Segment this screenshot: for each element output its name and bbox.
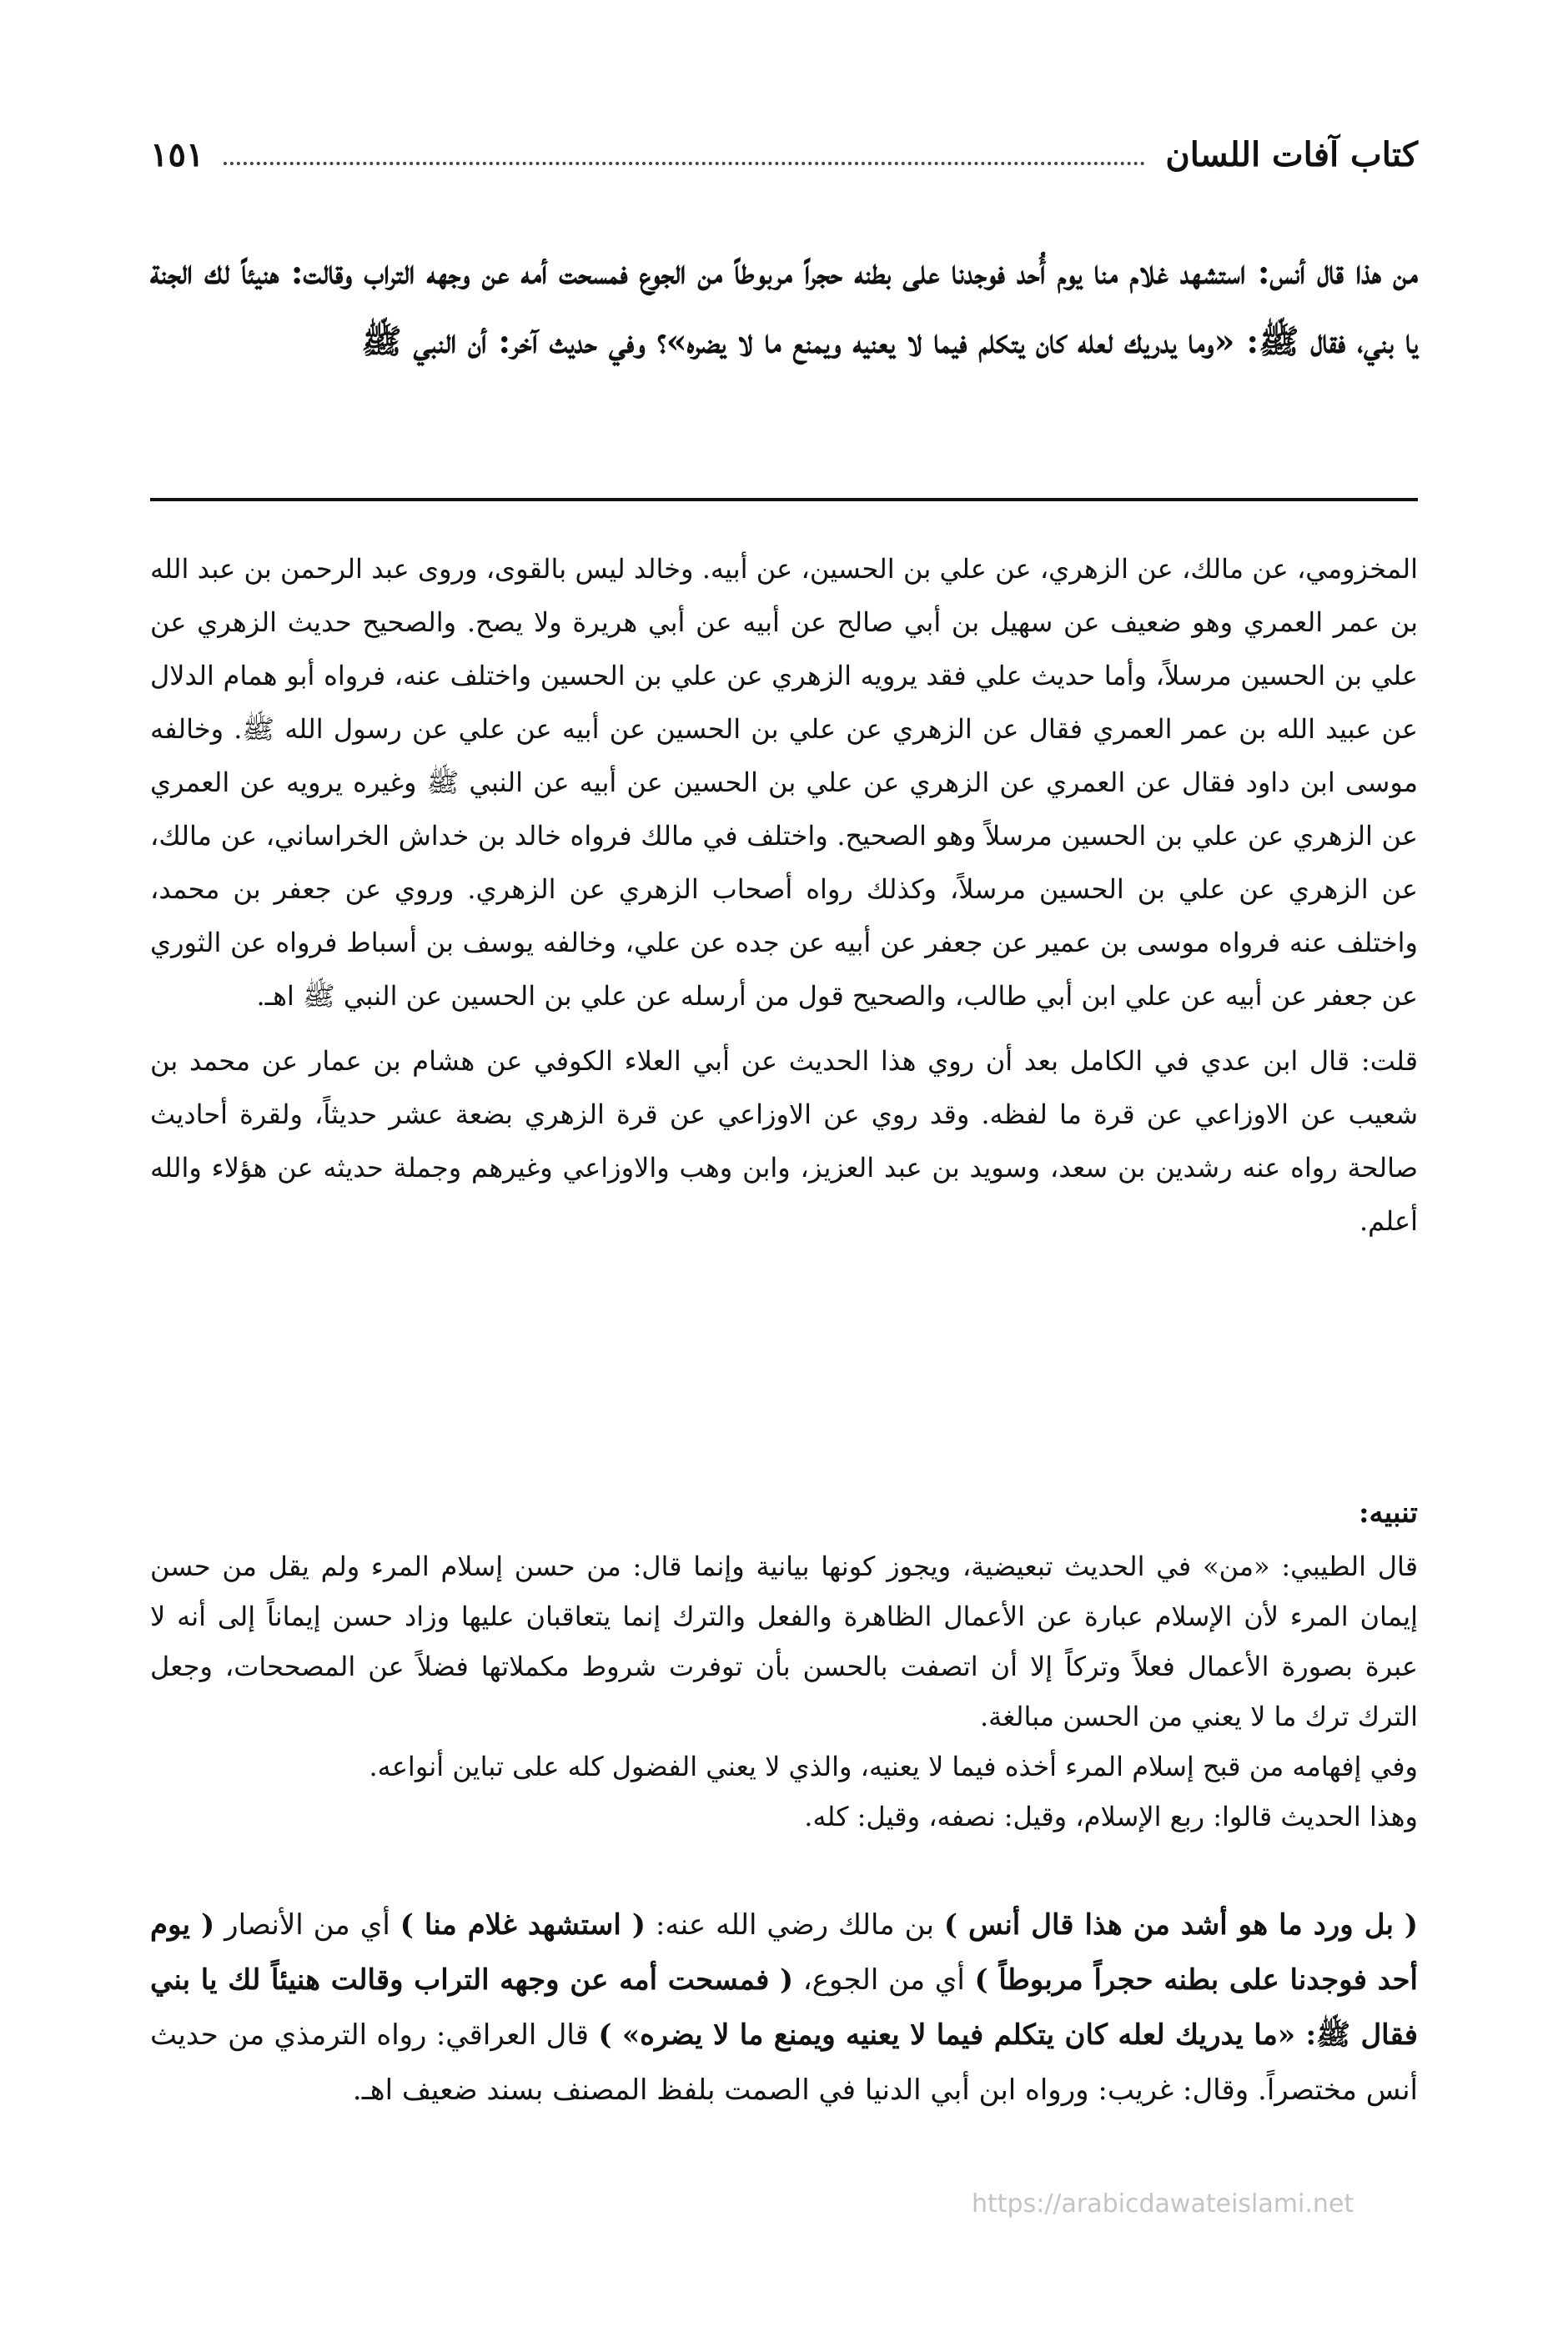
footnotes <box>150 542 1418 1248</box>
tanbih-body <box>150 1541 1418 1842</box>
tanbih-paragraph: وفي إفهامه من قبح إسلام المرء أخذه فيما لا يعنيه، والذي لا يعني الفضول كله على تباين أنواعه. <box>369 1751 1418 1782</box>
tanbih-heading: تنبيه: <box>1358 1496 1418 1530</box>
quoted-text: ( استشهد غلام منا ) <box>400 1908 646 1942</box>
commentary-text: أي من الجوع، <box>793 1963 975 1997</box>
quoted-text: ( بل ورد ما هو أشد من هذا قال أنس ) <box>943 1908 1419 1942</box>
footnote-separator <box>150 498 1418 501</box>
commentary-paragraph <box>150 1897 1418 2118</box>
footnote-paragraph: المخزومي، عن مالك، عن الزهري، عن علي بن الحسين، عن أبيه. وخالد ليس بالقوى، وروى عبد الرحمن بن عبد الله بن عمر العمري وهو ضعيف عن سهيل بن أبي صالح عن أبيه عن أبي هريرة ولا يصح. والصحيح حديث الزهري عن علي بن الحسين مرسلاً، وأما حديث علي فقد يرويه الزهري عن علي بن الحسين واختلف عنه، فرواه أبو همام الدلال عن عبيد الله بن عمر العمري فقال عن الزهري عن علي بن الحسين عن أبيه عن علي عن رسول الله ﷺ. وخالفه موسى ابن داود فقال عن العمري عن الزهري عن علي بن الحسين عن أبيه عن النبي ﷺ وغيره يرويه عن العمري عن الزهري عن علي بن الحسين مرسلاً وهو الصحيح. واختلف في مالك فرواه خالد بن خداش الخراساني، عن مالك، عن الزهري عن علي بن الحسين مرسلاً، وكذلك رواه أصحاب الزهري عن الزهري. وروي عن جعفر بن محمد، واختلف عنه فرواه موسى بن عمير عن جعفر عن أبيه عن جده عن علي، وخالفه يوسف بن أسباط فرواه عن الثوري عن جعفر عن أبيه عن علي ابن أبي طالب، والصحيح قول من أرسله عن علي بن الحسين عن النبي ﷺ اهـ. <box>150 553 1419 1012</box>
main-text <box>150 238 1418 376</box>
header-dot-leader <box>224 162 1145 165</box>
quoted-text: ( يوم أحد فوجدنا على بطنه حجراً مربوطاً ) <box>150 1908 1418 1997</box>
tanbih-paragraph: قال الطيبي: «من» في الحديث تبعيضية، ويجوز كونها بيانية وإنما قال: من حسن إسلام المرء ولم يقل من حسن إيمان المرء لأن الإسلام عبارة عن الأعمال الظاهرة والفعل والترك إنما يتعاقبان عليها وزاد حسن إيماناً إلى أنه لا عبرة بصورة الأعمال فعلاً وتركاً إلا أن اتصفت بالحسن بأن توفرت شروط مكملاتها فضلاً عن المصححات، وجعل الترك ترك ما لا يعني من الحسن مبالغة. <box>150 1550 1419 1732</box>
page-header <box>150 125 1418 183</box>
footnote-paragraph: قلت: قال ابن عدي في الكامل بعد أن روي هذا الحديث عن أبي العلاء الكوفي عن هشام بن عمار عن محمد بن شعيب عن الاوزاعي عن قرة ما لفظه. وقد روي عن الاوزاعي عن قرة الزهري بضعة عشر حديثاً، ولقرة أحاديث صالحة رواه عنه رشدين بن سعد، وسويد بن عبد العزيز، وابن وهب والاوزاعي وغيرهم وجملة حديثه عن هؤلاء والله أعلم. <box>150 1045 1419 1237</box>
commentary-text: أي من الأنصار <box>214 1908 400 1942</box>
quoted-text: ( فمسحت أمه عن وجهه التراب وقالت هنيئاً لك يا بني فقال ﷺ: «ما يدريك لعله كان يتكلم فيما لا يعنيه ويمنع ما لا يضره» ) <box>150 1963 1418 2052</box>
page-number: ١٥١ <box>150 134 204 174</box>
tanbih-paragraph: وهذا الحديث قالوا: ربع الإسلام، وقيل: نصفه، وقيل: كله. <box>804 1801 1418 1832</box>
commentary-text: بن مالك رضي الله عنه: <box>645 1908 944 1942</box>
commentary-text: قال العراقي: رواه الترمذي من حديث أنس مختصراً. وقال: غريب: ورواه ابن أبي الدنيا في الصمت بلفظ المصنف بسند ضعيف اهـ. <box>150 2018 1418 2107</box>
running-title: كتاب آفات اللسان <box>1165 134 1418 174</box>
main-paragraph: من هذا قال أنس: استشهد غلام منا يوم أُحد فوجدنا على بطنه حجراً مربوطاً من الجوع فمسحت أمه عن وجهه التراب وقالت: هنيئاً لك الجنة يا بني، فقال ﷺ: «وما يدريك لعله كان يتكلم فيما لا يعنيه ويمنع ما لا يضره»؟ وفي حديث آخر: أن النبي ﷺ <box>150 253 1418 361</box>
commentary <box>150 1897 1418 2118</box>
source-watermark: https://arabicdawateislami.net <box>972 2189 1354 2219</box>
